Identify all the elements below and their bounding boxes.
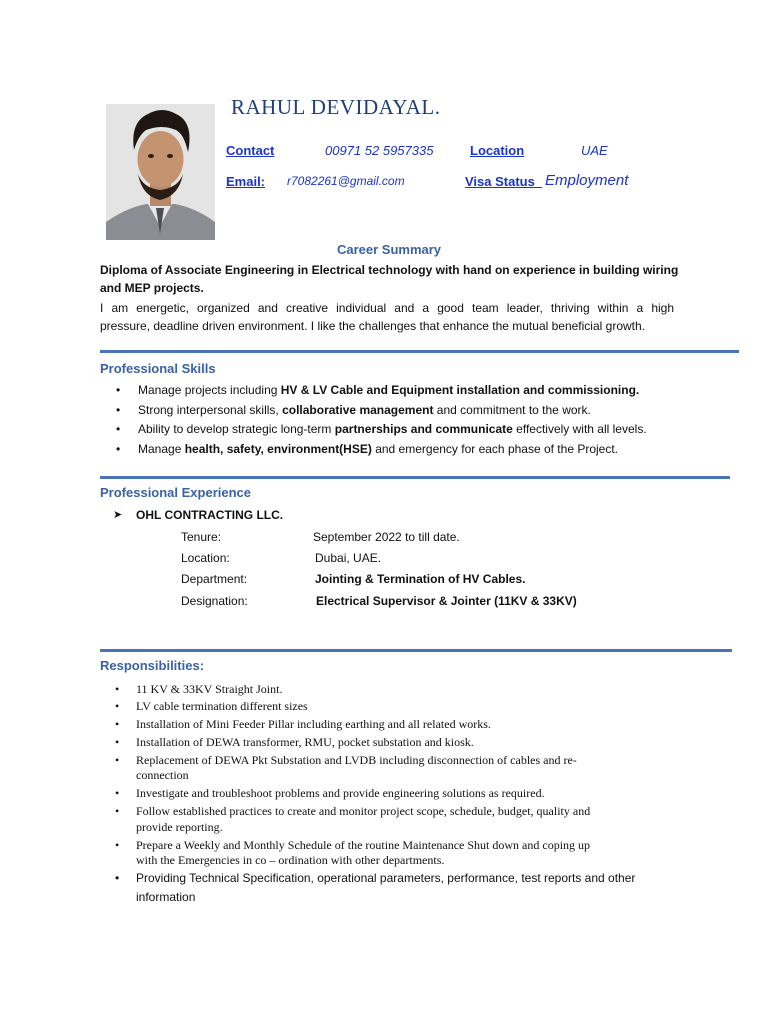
summary-text-line-2: pressure, deadline driven environment. I like the challenges that enhance the mutual beneficial growth. xyxy=(100,319,645,333)
bullet-icon: • xyxy=(115,786,120,800)
tenure-label: Tenure: xyxy=(181,530,222,544)
skill-item: • Ability to develop strategic long-term partnerships and communicate effectively with all levels. xyxy=(116,422,647,436)
visa-status-value: Employment xyxy=(545,172,629,189)
bullet-icon: • xyxy=(115,871,120,885)
summary-text-line-1: I am energetic, organized and creative individual and a good team leader, thriving within a high xyxy=(100,301,674,315)
email-value[interactable]: r7082261@gmail.com xyxy=(287,174,405,188)
professional-skills-title: Professional Skills xyxy=(100,361,216,376)
contact-label: Contact xyxy=(226,143,275,158)
designation-value: Electrical Supervisor & Jointer (11KV & 33KV) xyxy=(316,594,577,608)
person-icon xyxy=(106,104,215,240)
skill-item: • Strong interpersonal skills, collaborative management and commitment to the work. xyxy=(116,403,591,417)
candidate-name: RAHUL DEVIDAYAL. xyxy=(231,95,441,119)
bullet-icon: • xyxy=(115,717,120,731)
job-location-label: Location: xyxy=(181,551,230,565)
location-label: Location xyxy=(470,143,525,158)
skill-item: • Manage health, safety, environment(HSE) and emergency for each phase of the Project. xyxy=(116,442,619,456)
responsibilities-list xyxy=(115,682,696,912)
bullet-icon: • xyxy=(116,422,121,436)
profile-photo xyxy=(106,104,215,240)
section-divider xyxy=(100,350,739,353)
bullet-icon: • xyxy=(116,383,121,397)
career-summary-title: Career Summary xyxy=(336,242,442,257)
skill-item: • Manage projects including HV & LV Cable and Equipment installation and commissioning. xyxy=(116,383,640,397)
department-label: Department: xyxy=(181,572,248,586)
contact-value[interactable]: 00971 52 5957335 xyxy=(325,143,434,158)
responsibility-item: • Providing Technical Specification, operational parameters, performance, test reports and other xyxy=(136,869,676,888)
responsibility-item: • Prepare a Weekly and Monthly Schedule of the routine Maintenance Shut down and coping up xyxy=(115,838,591,852)
section-divider xyxy=(100,476,730,479)
bullet-icon: • xyxy=(115,838,120,852)
responsibility-item: • Replacement of DEWA Pkt Substation and LVDB including disconnection of cables and re- xyxy=(115,753,577,767)
visa-status-label: Visa Status xyxy=(465,174,535,189)
professional-experience-title: Professional Experience xyxy=(100,485,252,500)
designation-label: Designation: xyxy=(181,594,248,608)
responsibilities-title: Responsibilities: xyxy=(100,658,205,673)
responsibility-item: • 11 KV & 33KV Straight Joint. xyxy=(115,682,283,696)
job-location-value: Dubai, UAE. xyxy=(315,551,382,565)
responsibility-item: • Investigate and troubleshoot problems and provide engineering solutions as required. xyxy=(115,786,545,800)
bullet-icon: • xyxy=(115,735,120,749)
arrow-bullet-icon: ➤ xyxy=(113,509,123,521)
bullet-icon: • xyxy=(115,804,120,818)
responsibility-item-continued: with the Emergencies in co – ordination with other departments. xyxy=(136,853,445,867)
email-label: Email: xyxy=(226,174,266,189)
responsibility-item: • Installation of DEWA transformer, RMU, pocket substation and kiosk. xyxy=(115,735,474,749)
bullet-icon: • xyxy=(116,442,121,456)
tenure-value: September 2022 to till date. xyxy=(313,530,460,544)
responsibility-item-continued: provide reporting. xyxy=(136,820,223,834)
responsibility-item-continued: information xyxy=(136,890,196,904)
bullet-icon: • xyxy=(115,699,120,713)
responsibility-item: • Follow established practices to create and monitor project scope, schedule, budget, quality and xyxy=(115,804,591,818)
location-value: UAE xyxy=(581,143,608,158)
bullet-icon: • xyxy=(115,682,120,696)
responsibility-item: • Installation of Mini Feeder Pillar including earthing and all related works. xyxy=(115,717,491,731)
bullet-icon: • xyxy=(116,403,121,417)
section-divider xyxy=(100,649,732,652)
summary-bold-line-2: and MEP projects. xyxy=(100,281,204,295)
company-name: OHL CONTRACTING LLC. xyxy=(136,508,284,522)
summary-bold-line-1: Diploma of Associate Engineering in Electrical technology with hand on experience in building wiring xyxy=(100,263,679,277)
department-value: Jointing & Termination of HV Cables. xyxy=(315,572,526,586)
bullet-icon: • xyxy=(115,753,120,767)
responsibility-item: • LV cable termination different sizes xyxy=(115,699,308,713)
skills-list xyxy=(116,383,698,463)
responsibility-item-continued: connection xyxy=(136,768,189,782)
